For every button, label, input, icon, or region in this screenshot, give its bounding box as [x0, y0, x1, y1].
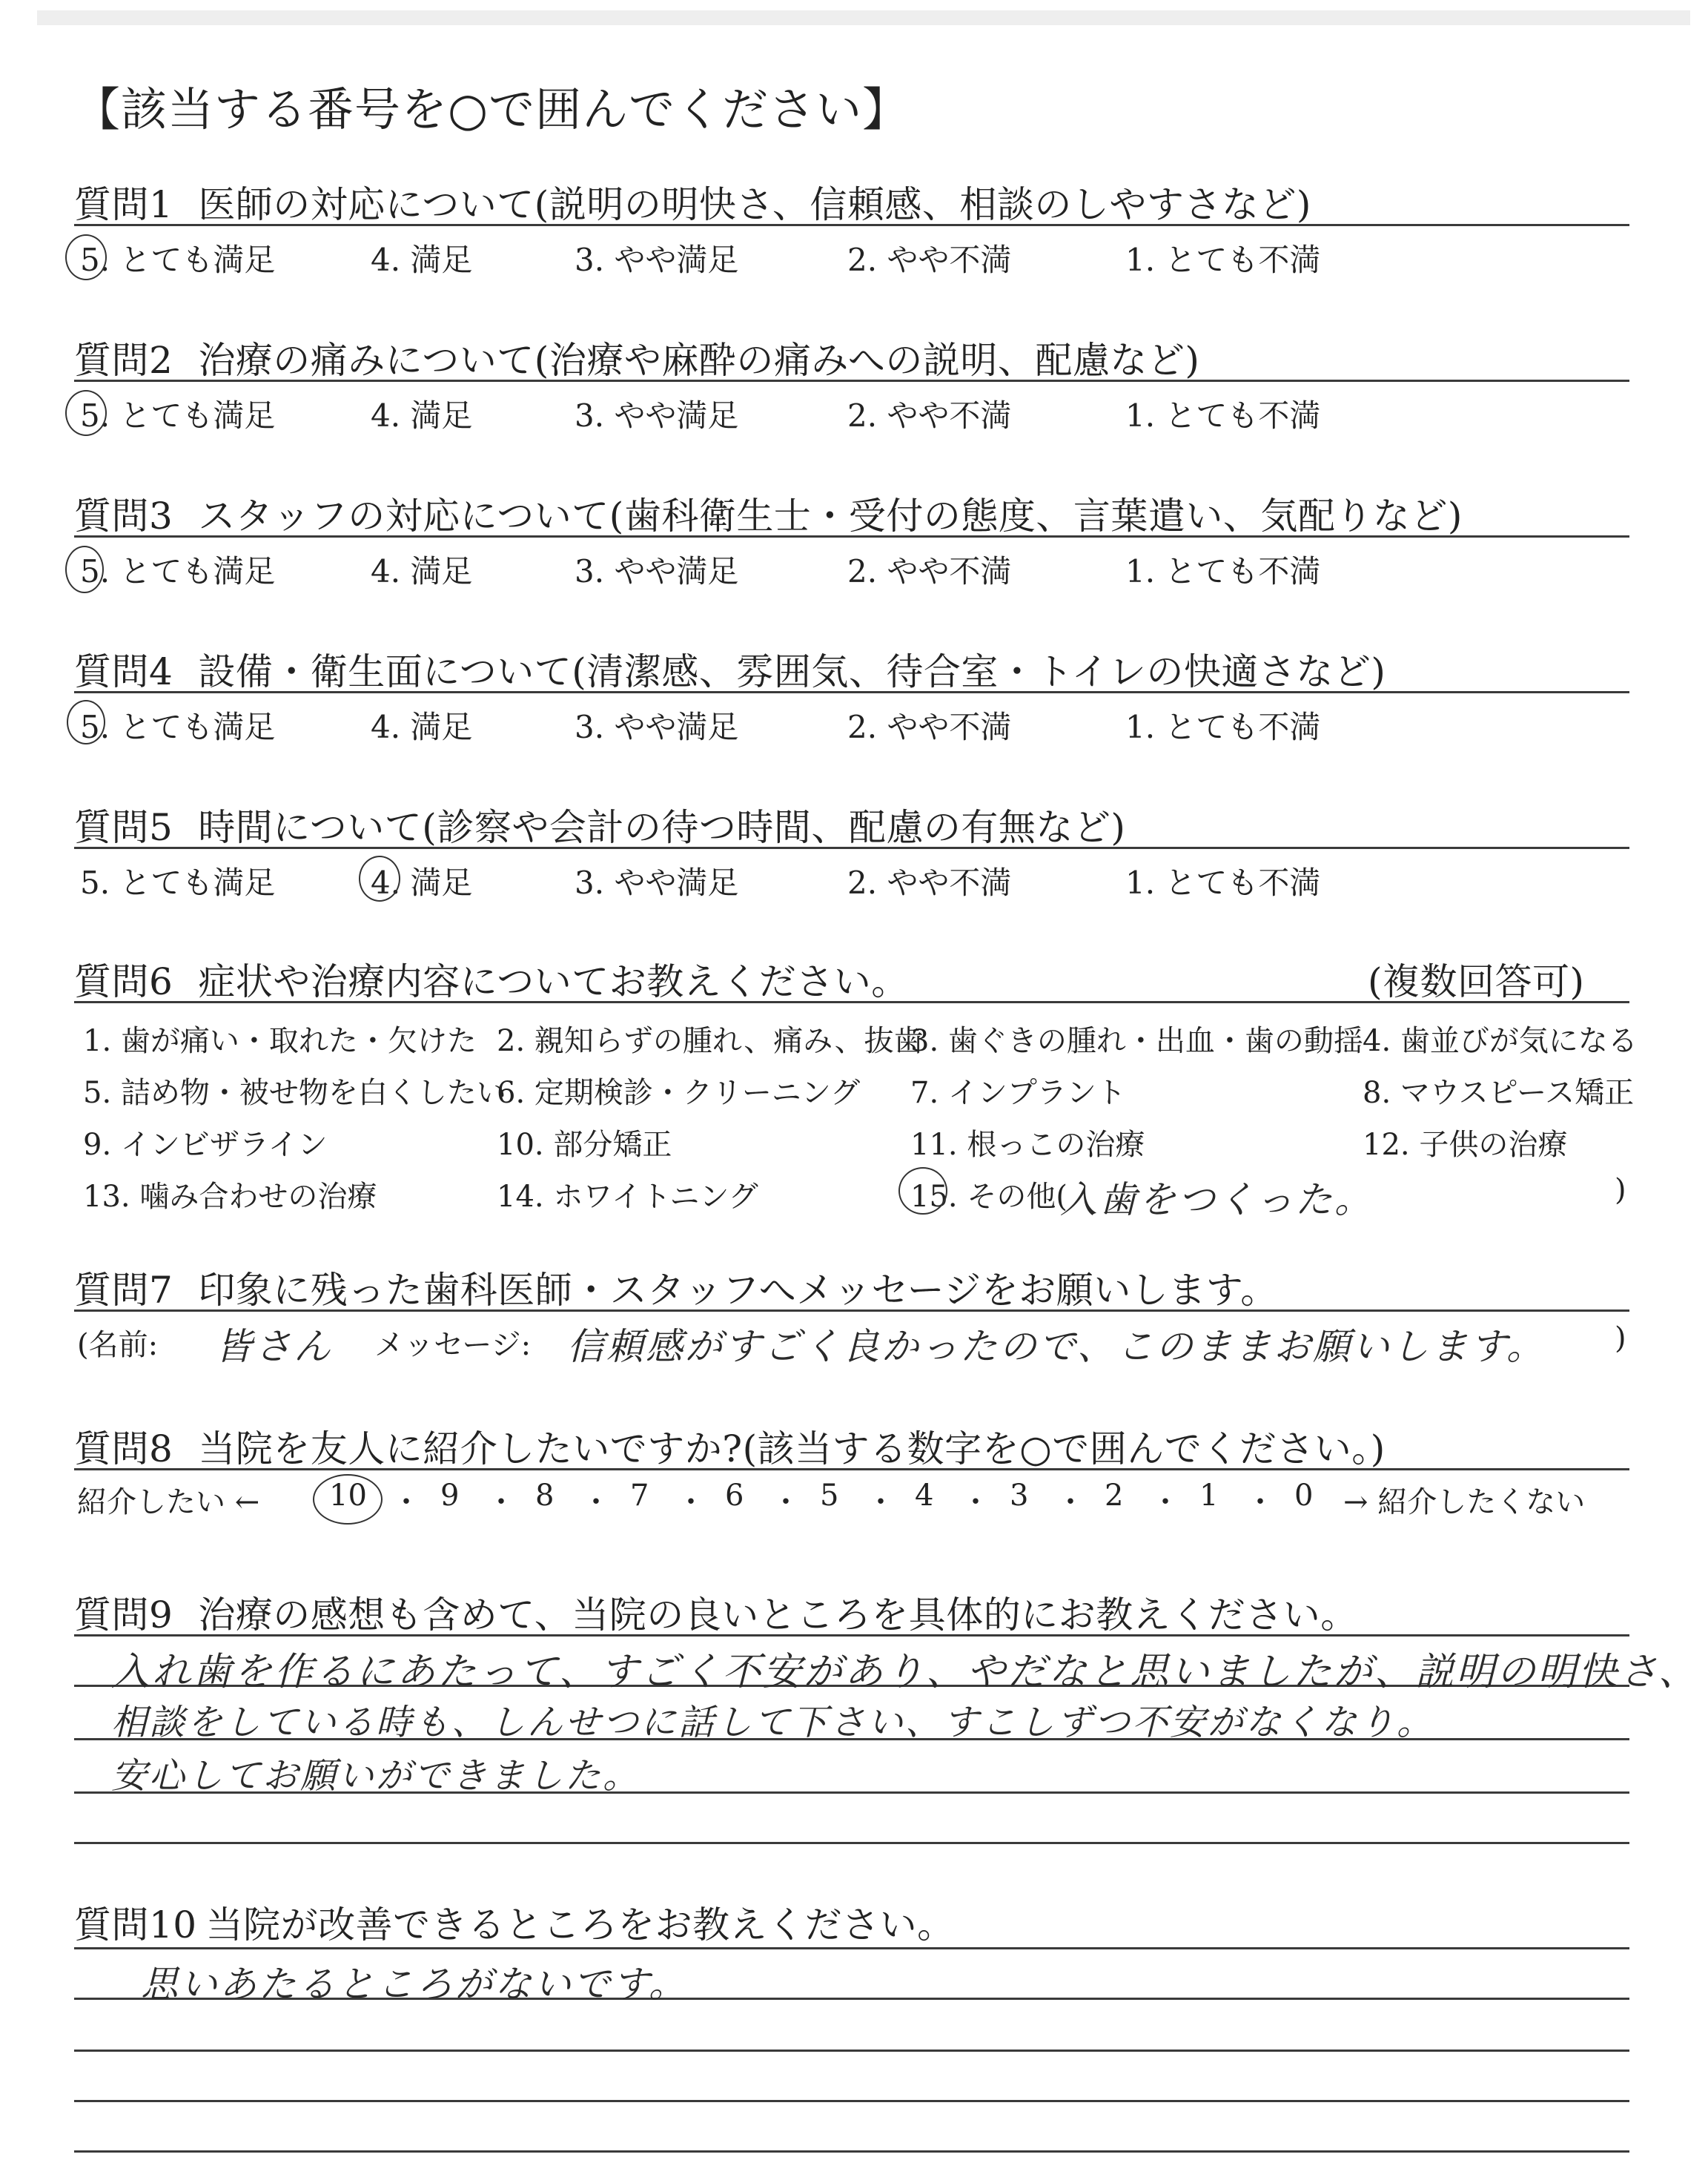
- question-heading-10: [74, 1895, 955, 1949]
- other-handwritten-answer[interactable]: 入歯をつくった。: [1060, 1178, 1374, 1221]
- answer-line: [74, 2150, 1629, 2153]
- question-text: 当院を友人に紹介したいですか?(該当する数字を○で囲んでください。): [198, 1427, 1386, 1470]
- divider: [74, 380, 1629, 382]
- selection-circle: [898, 1167, 947, 1215]
- name-handwritten[interactable]: 皆さん: [215, 1325, 333, 1368]
- scale-2[interactable]: 2: [1105, 1479, 1124, 1513]
- recommend-left-label: 紹介したい ←: [77, 1485, 260, 1519]
- scale-0[interactable]: 0: [1294, 1479, 1314, 1513]
- question-text: 治療の感想も含めて、当院の良いところを具体的にお教えください。: [198, 1593, 1358, 1636]
- selection-circle: [67, 700, 105, 744]
- symptom-option-14[interactable]: 14. ホワイトニング: [497, 1180, 758, 1214]
- question-number: 質問6: [74, 960, 173, 1003]
- question-number: 質問5: [74, 806, 173, 849]
- divider: [74, 1468, 1629, 1470]
- scan-edge: [37, 10, 1690, 25]
- option-5[interactable]: 5. とても満足: [80, 709, 276, 745]
- message-handwritten[interactable]: 信頼感がすごく良かったので、このままお願いします。: [567, 1325, 1546, 1368]
- option-3[interactable]: 3. やや満足: [575, 553, 739, 589]
- symptom-option-7[interactable]: 7. インプラント: [910, 1076, 1126, 1110]
- scale-sep: ・: [866, 1485, 896, 1519]
- question-text: スタッフの対応について(歯科衛生士・受付の態度、言葉遣い、気配りなど): [198, 495, 1463, 538]
- scale-sep: ・: [771, 1485, 801, 1519]
- option-1[interactable]: 1. とても不満: [1125, 709, 1321, 745]
- question-heading-6: [74, 952, 909, 1005]
- question-number: 質問7: [74, 1269, 173, 1312]
- option-3[interactable]: 3. やや満足: [575, 709, 739, 745]
- answer-line: [74, 2050, 1629, 2052]
- multiple-answers-note: (複数回答可): [1368, 960, 1585, 1003]
- question-heading-2: [74, 331, 1199, 384]
- symptom-option-4[interactable]: 4. 歯並びが気になる: [1363, 1024, 1638, 1058]
- other-close-paren: ): [1615, 1173, 1626, 1207]
- good-points-line-2[interactable]: 相談をしている時も、しんせつに話して下さい、すこしずつ不安がなくなり。: [111, 1702, 1435, 1743]
- symptom-option-1[interactable]: 1. 歯が痛い・取れた・欠けた: [83, 1024, 477, 1058]
- question-heading-3: [74, 486, 1463, 540]
- option-5[interactable]: 5. とても満足: [80, 397, 276, 434]
- question-number: 質問1: [74, 183, 173, 226]
- scale-5[interactable]: 5: [820, 1479, 839, 1513]
- selection-circle: [359, 856, 400, 902]
- divider: [74, 847, 1629, 849]
- option-5[interactable]: 5. とても満足: [80, 865, 276, 901]
- question-heading-9: [74, 1585, 1358, 1639]
- scale-3[interactable]: 3: [1010, 1479, 1029, 1513]
- scale-sep: ・: [1245, 1485, 1275, 1519]
- improvement-line-1[interactable]: 思いあたるところがないです。: [141, 1963, 688, 2006]
- option-1[interactable]: 1. とても不満: [1125, 553, 1321, 589]
- scale-sep: ・: [1056, 1485, 1085, 1519]
- scale-sep: ・: [486, 1485, 516, 1519]
- question-text: 当院が改善できるところをお教えください。: [205, 1903, 955, 1946]
- option-4[interactable]: 4. 満足: [371, 865, 473, 901]
- question-heading-1: [74, 175, 1311, 228]
- symptom-option-15[interactable]: 15. その他(: [910, 1180, 1068, 1214]
- divider: [74, 535, 1629, 538]
- message-label: メッセージ:: [374, 1328, 532, 1362]
- option-2[interactable]: 2. やや不満: [847, 865, 1012, 901]
- question-heading-4: [74, 642, 1386, 696]
- symptom-option-3[interactable]: 3. 歯ぐきの腫れ・出血・歯の動揺: [910, 1024, 1363, 1058]
- option-1[interactable]: 1. とても不満: [1125, 397, 1321, 434]
- symptom-option-6[interactable]: 6. 定期検診・クリーニング: [497, 1076, 861, 1110]
- divider: [74, 224, 1629, 226]
- name-label: (名前:: [77, 1328, 159, 1362]
- selection-circle: [65, 234, 107, 280]
- option-3[interactable]: 3. やや満足: [575, 397, 739, 434]
- selection-circle: [65, 390, 107, 436]
- message-close-paren: ): [1615, 1321, 1626, 1355]
- question-number: 質問10: [74, 1903, 197, 1946]
- option-5[interactable]: 5. とても満足: [80, 553, 276, 589]
- scale-sep: ・: [676, 1485, 706, 1519]
- scale-9[interactable]: 9: [440, 1479, 460, 1513]
- symptom-option-13[interactable]: 13. 噛み合わせの治療: [83, 1180, 377, 1214]
- option-4[interactable]: 4. 満足: [371, 397, 473, 434]
- question-heading-5: [74, 798, 1125, 851]
- scale-10[interactable]: 10: [329, 1479, 367, 1513]
- option-3[interactable]: 3. やや満足: [575, 865, 739, 901]
- scale-sep: ・: [391, 1485, 421, 1519]
- question-number: 質問4: [74, 650, 173, 693]
- symptom-option-12[interactable]: 12. 子供の治療: [1363, 1128, 1568, 1162]
- symptom-option-2[interactable]: 2. 親知らずの腫れ、痛み、抜歯: [497, 1024, 924, 1058]
- option-4[interactable]: 4. 満足: [371, 553, 473, 589]
- question-heading-8: [74, 1419, 1386, 1473]
- divider: [74, 1309, 1629, 1312]
- option-3[interactable]: 3. やや満足: [575, 242, 739, 278]
- option-5[interactable]: 5. とても満足: [80, 242, 276, 278]
- question-text: 時間について(診察や会計の待つ時間、配慮の有無など): [198, 806, 1126, 849]
- question-text: 治療の痛みについて(治療や麻酔の痛みへの説明、配慮など): [198, 339, 1200, 382]
- option-1[interactable]: 1. とても不満: [1125, 242, 1321, 278]
- symptom-option-9[interactable]: 9. インビザライン: [83, 1128, 328, 1162]
- scale-1[interactable]: 1: [1199, 1479, 1219, 1513]
- question-number: 質問9: [74, 1593, 173, 1636]
- recommend-right-label: → 紹介したくない: [1343, 1485, 1586, 1519]
- symptom-option-8[interactable]: 8. マウスピース矯正: [1363, 1076, 1635, 1110]
- option-2[interactable]: 2. やや不満: [847, 242, 1012, 278]
- selection-circle: [313, 1474, 383, 1525]
- good-points-line-3[interactable]: 安心してお願いができました。: [111, 1755, 641, 1797]
- scale-sep: ・: [961, 1485, 990, 1519]
- question-text: 症状や治療内容についてお教えください。: [198, 960, 909, 1003]
- option-2[interactable]: 2. やや不満: [847, 709, 1012, 745]
- symptom-option-10[interactable]: 10. 部分矯正: [497, 1128, 672, 1162]
- scale-8[interactable]: 8: [535, 1479, 555, 1513]
- symptom-option-5[interactable]: 5. 詰め物・被せ物を白くしたい: [83, 1076, 506, 1110]
- answer-line: [74, 2100, 1629, 2102]
- question-number: 質問8: [74, 1427, 173, 1470]
- question-number: 質問3: [74, 495, 173, 538]
- option-2[interactable]: 2. やや不満: [847, 553, 1012, 589]
- scale-sep: ・: [1151, 1485, 1180, 1519]
- scale-6[interactable]: 6: [725, 1479, 744, 1513]
- page-title: 【該当する番号を○で囲んでください】: [74, 82, 910, 136]
- option-1[interactable]: 1. とても不満: [1125, 865, 1321, 901]
- question-number: 質問2: [74, 339, 173, 382]
- divider: [74, 1001, 1629, 1003]
- good-points-line-1[interactable]: 入れ歯を作るにあたって、すごく不安があり、やだなと思いましたが、説明の明快さ、: [111, 1650, 1699, 1694]
- question-heading-7: [74, 1261, 1278, 1314]
- symptom-option-11[interactable]: 11. 根っこの治療: [910, 1128, 1145, 1162]
- question-text: 設備・衛生面について(清潔感、雰囲気、待合室・トイレの快適さなど): [198, 650, 1386, 693]
- scale-sep: ・: [581, 1485, 611, 1519]
- divider: [74, 1947, 1629, 1949]
- answer-line: [74, 1842, 1629, 1844]
- question-text: 医師の対応について(説明の明快さ、信頼感、相談のしやすさなど): [198, 183, 1311, 226]
- selection-circle: [65, 546, 104, 593]
- scale-7[interactable]: 7: [630, 1479, 649, 1513]
- option-4[interactable]: 4. 満足: [371, 709, 473, 745]
- question-text: 印象に残った歯科医師・スタッフへメッセージをお願いします。: [198, 1269, 1278, 1312]
- option-2[interactable]: 2. やや不満: [847, 397, 1012, 434]
- divider: [74, 1634, 1629, 1636]
- option-4[interactable]: 4. 満足: [371, 242, 473, 278]
- divider: [74, 691, 1629, 693]
- scale-4[interactable]: 4: [915, 1479, 934, 1513]
